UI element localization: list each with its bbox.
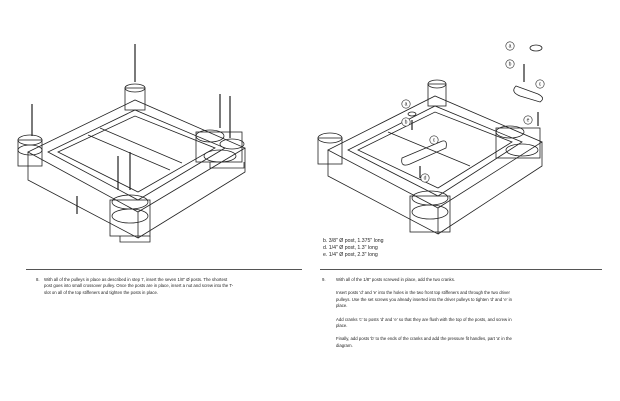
step-number: 9. [322,277,326,282]
front-pulley-tower [410,196,450,232]
divider-rule [320,269,602,270]
callout-c: c [432,137,436,144]
step8-assembly-diagram [10,40,260,255]
front-pulley-tower [110,200,150,236]
cross-stiffener [388,132,470,166]
callout-a: a [404,101,408,108]
parts-list-item: d. 1/4" Ø post, 1.3" long [323,245,378,251]
parts-list [323,238,384,259]
callout-e: e [526,117,530,124]
frame-inner-rail [58,116,215,192]
step-paragraph: Add cranks 'c' to posts 'd' and 'e' so that they are flush with the top of the posts, and screw in place. [336,316,512,329]
step9-assembly-diagram [310,38,560,238]
parts-list-item: e. 1/4" Ø post, 2.3" long [323,252,378,258]
front-foot [120,236,150,242]
front-pulley-lower [412,205,448,219]
crank-c-exploded [514,86,543,102]
handle-a [530,45,542,51]
handle-a [408,112,416,116]
front-pulley [112,195,148,209]
front-pulley-lower [112,209,148,223]
rear-pulley-tower [428,84,446,106]
step-paragraph: With all of the pulleys in place as described in step 7, insert the seven 1/8" Ø posts. The shortest post goes into small crossover pulley. Once the posts are in place, insert a nut and screw into the T-slot on all of the top stiffeners and tighten the posts in place. [44,277,234,295]
step-paragraph: Insert posts 'd' and 'e' into the holes in the two front top stiffeners and through the two driver pulleys. Use the set screws you already inserted into the driver pulleys to tighten 'd' and 'e' in place. [336,290,512,309]
parts-list-item: b. 3/8" Ø post, 1.375" long [323,238,384,244]
right-pulley-small [220,139,244,149]
callout-b: b [404,119,408,126]
front-pulley [412,191,448,205]
step-number: 8. [36,277,40,282]
frame-inner-edge [48,110,225,200]
divider-rule [26,269,302,270]
right-foot [210,162,244,168]
step-paragraph: With all of the 1/8" posts screwed in place, add the two cranks. [336,277,456,282]
right-pulley-stack [496,128,540,158]
step-paragraph: Finally, add posts 'b' to the ends of the cranks and add the pressure fit handles, part 'a' in the diagram. [336,336,512,348]
callout-d: d [423,175,427,182]
rear-pulley-tower [125,88,145,110]
right-pulley-lower [506,144,538,156]
callout-b: b [508,61,512,68]
callout-c: c [538,81,542,88]
callout-a: a [508,43,512,50]
